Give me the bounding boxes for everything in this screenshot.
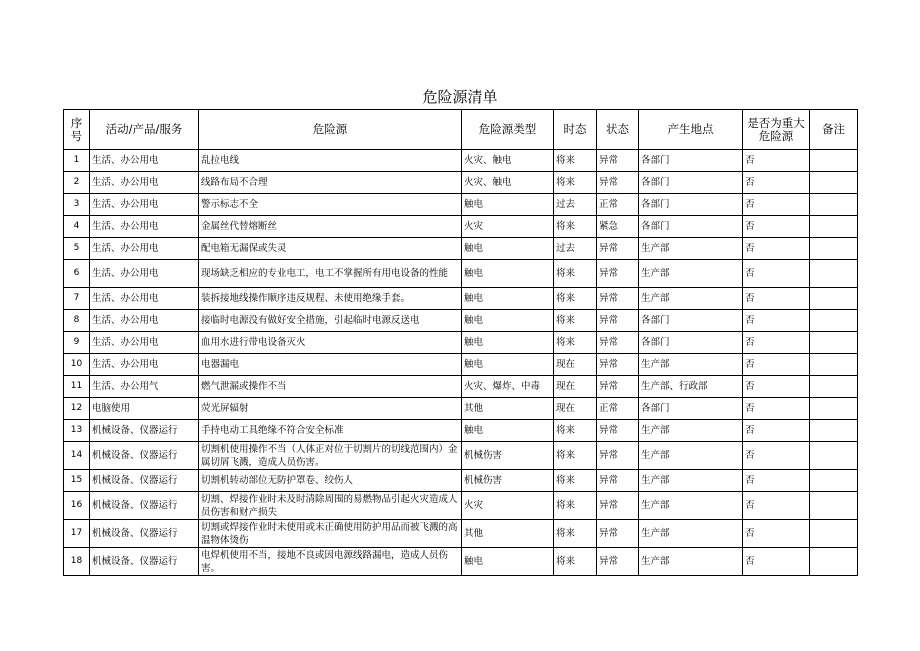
cell-tense: 将来 [554,288,597,310]
cell-major: 否 [743,310,810,332]
cell-hazard: 装拆接地线操作顺序违反规程、未使用绝缘手套。 [199,288,462,310]
cell-hazard: 切割机转动部位无防护罩卷、绞伤人 [199,470,462,492]
cell-state: 正常 [597,398,639,420]
cell-hazard: 切割或焊接作业时未使用或未正确使用防护用品而被飞溅的高温物体烫伤 [199,520,462,548]
cell-location: 各部门 [639,398,743,420]
cell-tense: 将来 [554,442,597,470]
cell-major: 否 [743,260,810,288]
cell-location: 各部门 [639,332,743,354]
cell-tense: 过去 [554,194,597,216]
cell-activity: 生活、办公用电 [90,288,199,310]
cell-state: 异常 [597,420,639,442]
header-state: 状态 [597,110,639,150]
cell-major: 否 [743,442,810,470]
cell-hazard: 电焊机使用不当，接地不良或因电源线路漏电，造成人员伤害。 [199,548,462,576]
cell-type: 火灾、爆炸、中毒 [462,376,554,398]
table-row [64,492,858,520]
table-row [64,470,858,492]
cell-state: 异常 [597,260,639,288]
cell-tense: 现在 [554,398,597,420]
table-row [64,238,858,260]
cell-note [810,398,858,420]
table-row [64,548,858,576]
table-row [64,150,858,172]
cell-type: 触电 [462,288,554,310]
cell-location: 生产部 [639,492,743,520]
cell-hazard: 燃气泄漏或操作不当 [199,376,462,398]
cell-state: 异常 [597,310,639,332]
cell-type: 触电 [462,548,554,576]
cell-hazard: 警示标志不全 [199,194,462,216]
table-row [64,420,858,442]
cell-state: 异常 [597,548,639,576]
cell-seq: 1 [64,150,90,172]
table-row [64,194,858,216]
cell-type: 其他 [462,398,554,420]
cell-state: 异常 [597,172,639,194]
table-header-row [64,110,858,150]
header-major: 是否为重大危险源 [743,110,810,150]
cell-seq: 9 [64,332,90,354]
cell-tense: 将来 [554,548,597,576]
table-row [64,172,858,194]
cell-hazard: 荧光屏辐射 [199,398,462,420]
cell-note [810,420,858,442]
table-row [64,398,858,420]
hazard-table [63,109,858,576]
cell-type: 触电 [462,194,554,216]
cell-seq: 3 [64,194,90,216]
cell-type: 触电 [462,354,554,376]
cell-state: 异常 [597,238,639,260]
cell-seq: 7 [64,288,90,310]
cell-tense: 将来 [554,150,597,172]
cell-hazard: 电器漏电 [199,354,462,376]
cell-tense: 现在 [554,354,597,376]
cell-location: 生产部 [639,238,743,260]
cell-state: 异常 [597,150,639,172]
cell-note [810,492,858,520]
cell-hazard: 手持电动工具绝缘不符合安全标准 [199,420,462,442]
cell-note [810,310,858,332]
cell-seq: 6 [64,260,90,288]
cell-activity: 生活、办公用电 [90,194,199,216]
cell-seq: 12 [64,398,90,420]
cell-activity: 电脑使用 [90,398,199,420]
cell-seq: 14 [64,442,90,470]
header-location: 产生地点 [639,110,743,150]
cell-note [810,238,858,260]
cell-activity: 生活、办公用电 [90,332,199,354]
cell-seq: 5 [64,238,90,260]
cell-state: 异常 [597,492,639,520]
header-seq: 序号 [64,110,90,150]
cell-activity: 生活、办公用电 [90,150,199,172]
table-row [64,376,858,398]
cell-seq: 17 [64,520,90,548]
cell-hazard: 接临时电源没有做好安全措施，引起临时电源反送电 [199,310,462,332]
cell-note [810,260,858,288]
cell-type: 其他 [462,520,554,548]
header-type: 危险源类型 [462,110,554,150]
cell-major: 否 [743,150,810,172]
cell-major: 否 [743,398,810,420]
cell-seq: 11 [64,376,90,398]
cell-location: 生产部 [639,548,743,576]
cell-activity: 生活、办公用电 [90,354,199,376]
cell-location: 各部门 [639,216,743,238]
cell-type: 触电 [462,310,554,332]
cell-seq: 16 [64,492,90,520]
cell-state: 异常 [597,442,639,470]
cell-activity: 生活、办公用气 [90,376,199,398]
cell-location: 生产部 [639,288,743,310]
cell-activity: 生活、办公用电 [90,260,199,288]
cell-seq: 18 [64,548,90,576]
cell-activity: 生活、办公用电 [90,310,199,332]
cell-note [810,354,858,376]
cell-activity: 机械设备、仪器运行 [90,470,199,492]
cell-activity: 机械设备、仪器运行 [90,492,199,520]
cell-major: 否 [743,376,810,398]
cell-activity: 机械设备、仪器运行 [90,442,199,470]
cell-tense: 将来 [554,310,597,332]
cell-major: 否 [743,492,810,520]
cell-tense: 过去 [554,238,597,260]
cell-note [810,288,858,310]
table-row [64,288,858,310]
cell-major: 否 [743,194,810,216]
cell-hazard: 乱拉电线 [199,150,462,172]
cell-type: 触电 [462,420,554,442]
cell-tense: 将来 [554,470,597,492]
cell-major: 否 [743,470,810,492]
cell-location: 各部门 [639,150,743,172]
cell-type: 触电 [462,260,554,288]
cell-location: 生产部 [639,420,743,442]
cell-hazard: 切割、焊接作业时未及时清除周围的易燃物品引起火灾造成人员伤害和财产损失 [199,492,462,520]
cell-state: 紧急 [597,216,639,238]
cell-state: 异常 [597,354,639,376]
cell-type: 火灾、触电 [462,172,554,194]
header-tense: 时态 [554,110,597,150]
cell-location: 各部门 [639,310,743,332]
cell-type: 触电 [462,238,554,260]
header-note: 备注 [810,110,858,150]
table-row [64,442,858,470]
cell-major: 否 [743,520,810,548]
cell-seq: 13 [64,420,90,442]
cell-tense: 将来 [554,520,597,548]
cell-location: 生产部 [639,470,743,492]
table-row [64,332,858,354]
cell-hazard: 现场缺乏相应的专业电工，电工不掌握所有用电设备的性能 [199,260,462,288]
cell-note [810,332,858,354]
cell-state: 异常 [597,332,639,354]
cell-seq: 2 [64,172,90,194]
cell-seq: 4 [64,216,90,238]
cell-tense: 将来 [554,216,597,238]
cell-location: 生产部、行政部 [639,376,743,398]
cell-note [810,216,858,238]
header-activity: 活动/产品/服务 [90,110,199,150]
cell-location: 生产部 [639,520,743,548]
cell-type: 火灾 [462,216,554,238]
cell-type: 机械伤害 [462,442,554,470]
cell-activity: 生活、办公用电 [90,216,199,238]
cell-note [810,548,858,576]
table-row [64,216,858,238]
cell-type: 火灾 [462,492,554,520]
cell-location: 生产部 [639,354,743,376]
cell-hazard: 切割机使用操作不当（人体正对位于切割片的切线范围内）金属切屑飞溅，造成人员伤害。 [199,442,462,470]
cell-type: 火灾、触电 [462,150,554,172]
cell-activity: 生活、办公用电 [90,238,199,260]
cell-activity: 机械设备、仪器运行 [90,548,199,576]
cell-major: 否 [743,238,810,260]
cell-tense: 将来 [554,420,597,442]
cell-note [810,470,858,492]
cell-note [810,520,858,548]
cell-tense: 将来 [554,260,597,288]
cell-state: 异常 [597,288,639,310]
cell-state: 异常 [597,376,639,398]
cell-hazard: 血用水进行带电设备灭火 [199,332,462,354]
cell-seq: 15 [64,470,90,492]
cell-major: 否 [743,354,810,376]
cell-state: 异常 [597,470,639,492]
cell-hazard: 配电箱无漏保或失灵 [199,238,462,260]
cell-activity: 生活、办公用电 [90,172,199,194]
cell-major: 否 [743,216,810,238]
cell-hazard: 金属丝代替熔断丝 [199,216,462,238]
cell-note [810,442,858,470]
table-row [64,520,858,548]
cell-major: 否 [743,172,810,194]
cell-major: 否 [743,332,810,354]
cell-tense: 将来 [554,332,597,354]
cell-location: 各部门 [639,194,743,216]
cell-state: 异常 [597,520,639,548]
cell-major: 否 [743,288,810,310]
cell-tense: 现在 [554,376,597,398]
cell-tense: 将来 [554,172,597,194]
cell-note [810,172,858,194]
cell-major: 否 [743,420,810,442]
cell-type: 触电 [462,332,554,354]
cell-note [810,150,858,172]
table-row [64,260,858,288]
cell-note [810,376,858,398]
cell-activity: 机械设备、仪器运行 [90,520,199,548]
cell-state: 正常 [597,194,639,216]
page-title: 危险源清单 [422,88,498,106]
cell-note [810,194,858,216]
cell-location: 生产部 [639,442,743,470]
table-row [64,310,858,332]
cell-major: 否 [743,548,810,576]
header-hazard: 危险源 [199,110,462,150]
cell-activity: 机械设备、仪器运行 [90,420,199,442]
cell-seq: 10 [64,354,90,376]
cell-location: 各部门 [639,172,743,194]
cell-tense: 将来 [554,492,597,520]
cell-seq: 8 [64,310,90,332]
cell-location: 生产部 [639,260,743,288]
cell-hazard: 线路布局不合理 [199,172,462,194]
cell-type: 机械伤害 [462,470,554,492]
table-row [64,354,858,376]
